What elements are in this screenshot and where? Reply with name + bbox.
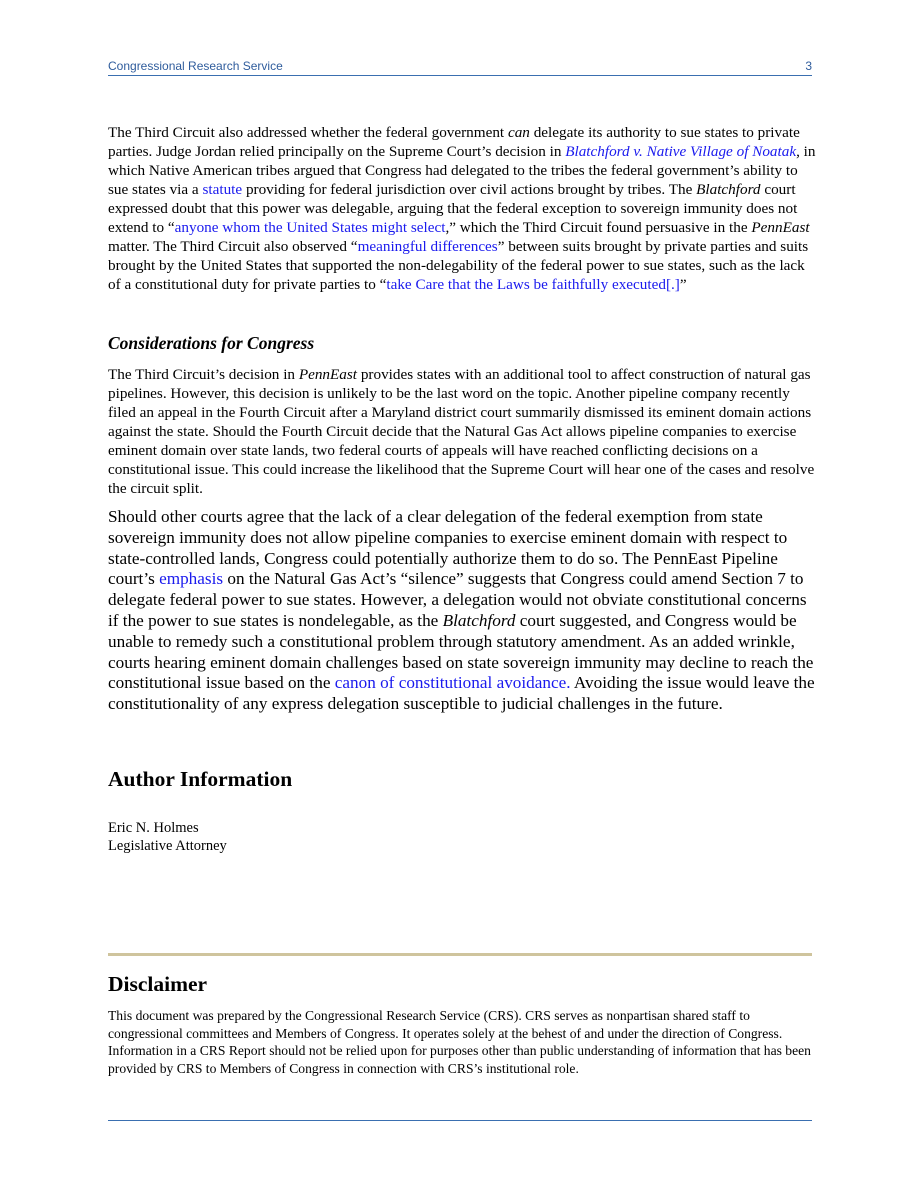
page-header <box>108 58 812 76</box>
author-title: Legislative Attorney <box>108 838 227 854</box>
section-heading-disclaimer: Disclaimer <box>108 972 208 996</box>
page-number: 3 <box>805 59 812 73</box>
section-heading-author: Author Information <box>108 767 293 791</box>
paragraph-third-circuit-delegation: The Third Circuit also addressed whether the federal government can delegate its authority to sue states to private parties. Judge Jordan relied principally on the Supreme Court’s decision in Blatchford v. Native Village of Noatak, in which Native American tribes argued that Congress had delegated to the tribes the federal government’s ability to sue states via a statute providing for federal jurisdiction over civil actions brought by tribes. The Blatchford court expressed doubt that this power was delegable, arguing that the federal exception to sovereign immunity does not extend to “anyone whom the United States might select,” which the Third Circuit found persuasive in the PennEast matter. The Third Circuit also observed “meaningful differences” between suits brought by private parties and suits brought by the United States that supported the non-delegability of the federal power to sue states, such as the lack of a constitutional duty for private parties to “take Care that the Laws be faithfully executed[.]” <box>108 124 816 293</box>
disclaimer-text: This document was prepared by the Congressional Research Service (CRS). CRS serves as nonpartisan shared staff to congressional committees and Members of Congress. It operates solely at the behest of and under the direction of Congress. Information in a CRS Report should not be relied upon for purposes other than public understanding of information that has been provided by CRS to Members of Congress in connection with CRS’s institutional role. <box>108 1008 811 1076</box>
paragraph-penneast-decision: The Third Circuit’s decision in PennEast provides states with an additional tool to affect construction of natural gas pipelines. However, this decision is unlikely to be the last word on the topic. Another pipeline company recently filed an appeal in the Fourth Circuit after a Maryland district court summarily dismissed its eminent domain actions against the state. Should the Fourth Circuit decide that the Natural Gas Act allows pipeline companies to exercise eminent domain over state lands, two federal courts of appeals will have reached conflicting decisions on a constitutional issue. This could increase the likelihood that the Supreme Court will hear one of the cases and resolve the circuit split. <box>108 366 815 497</box>
section-heading-considerations: Considerations for Congress <box>108 333 315 353</box>
link-take-care[interactable]: take Care that the Laws be faithfully executed[.] <box>386 276 680 293</box>
link-statute[interactable]: statute <box>202 181 243 198</box>
author-block <box>108 819 227 855</box>
link-canon-of-avoidance[interactable]: canon of constitutional avoidance. <box>334 673 571 693</box>
header-org-name: Congressional Research Service <box>108 59 283 73</box>
link-blatchford[interactable]: Blatchford v. Native Village of Noatak <box>565 143 797 160</box>
section-divider <box>108 953 812 956</box>
link-meaningful-differences[interactable]: meaningful differences <box>357 238 498 255</box>
footer-rule <box>108 1120 812 1121</box>
link-anyone-whom[interactable]: anyone whom the United States might select <box>174 219 446 236</box>
paragraph-congress-options: Should other courts agree that the lack of a clear delegation of the federal exemption from state sovereign immunity does not allow pipeline companies to exercise eminent domain with respect to state-controlled lands, Congress could potentially authorize them to do so. The PennEast Pipeline court’s emphasis on the Natural Gas Act’s “silence” suggests that Congress could amend Section 7 to delegate federal power to sue states. However, a delegation would not obviate constitutional concerns if the power to sue states is nondelegable, as the Blatchford court suggested, and Congress would be unable to remedy such a constitutional problem through statutory amendment. As an added wrinkle, courts hearing eminent domain challenges based on state sovereign immunity may decline to reach the constitutional issue based on the canon of constitutional avoidance. Avoiding the issue would leave the constitutionality of any express delegation susceptible to judicial challenges in the future. <box>108 507 815 714</box>
link-emphasis[interactable]: emphasis <box>159 569 224 589</box>
author-name: Eric N. Holmes <box>108 820 199 836</box>
